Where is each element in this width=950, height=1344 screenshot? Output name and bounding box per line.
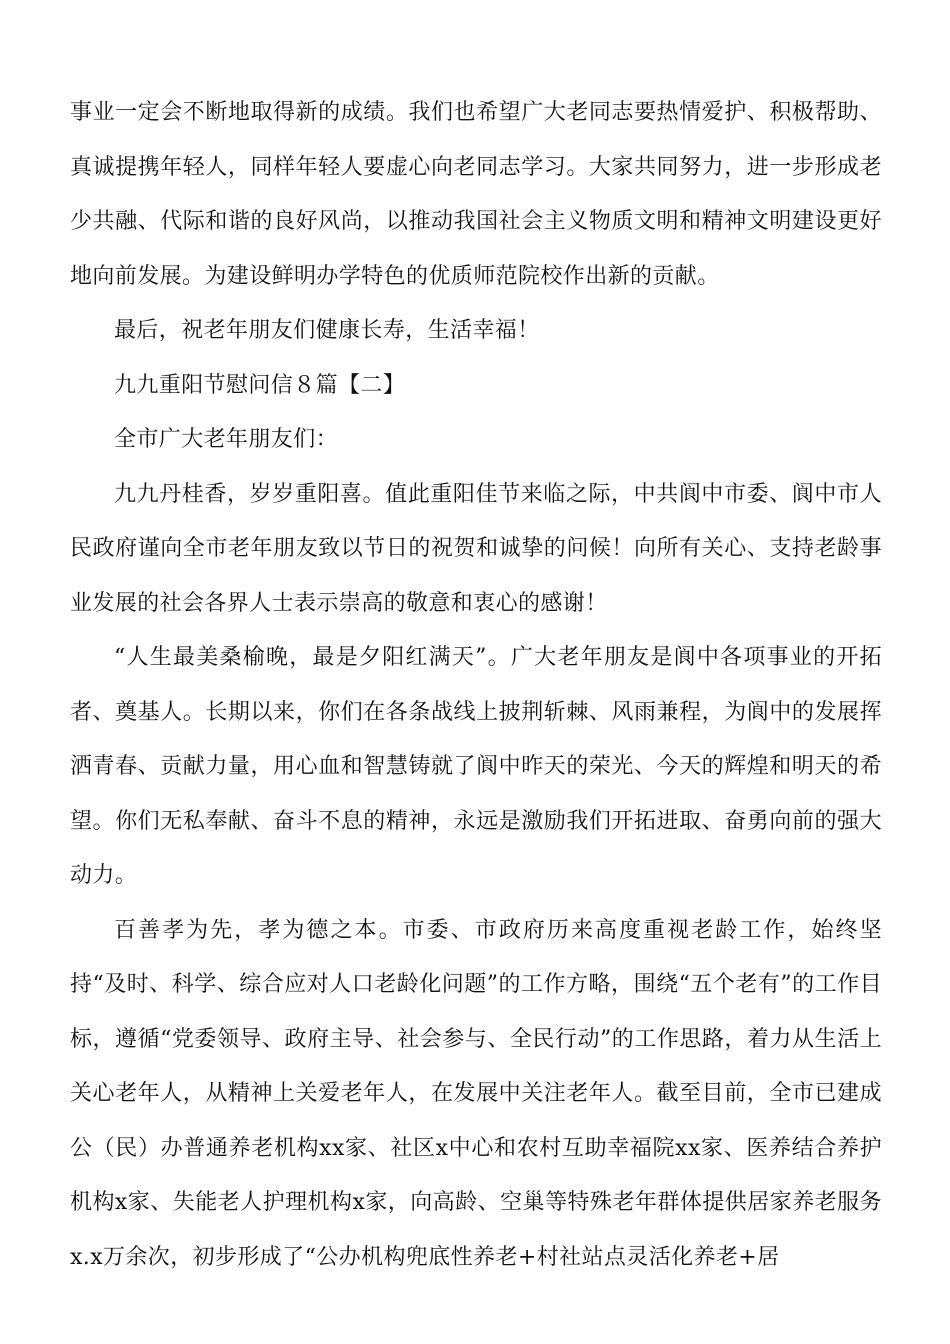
paragraph-work-summary: 百善孝为先，孝为德之本。市委、市政府历来高度重视老龄工作，始终坚持“及时、科学、综合应对人口老龄化问题”的工作方略，围绕“五个老有”的工作目标，遵循“党委领导、政府主导、社会参与、全民行动”的工作思路，着力从生活上关心老年人，从精神上关爱老年人，在发展中关注老年人。截至目前，全市已建成公（民）办普通养老机构xx家、社区x中心和农村互助幸福院xx家、医养结合养护机构x家、失能老人护理机构x家，向高龄、空巢等特殊老年群体提供居家养老服务x.x万余次，初步形成了“公办机构兜底性养老+村社站点灵活化养老+居 xyxy=(70,917,882,1270)
document-body xyxy=(70,86,882,1285)
salutation: 全市广大老年朋友们： xyxy=(114,427,339,452)
paragraph-tribute: “人生最美桑榆晚，最是夕阳红满天”。广大老年朋友是阆中各项事业的开拓者、奠基人。长期以来，你们在各条战线上披荆斩棘、风雨兼程，为阆中的发展挥洒青春、贡献力量，用心血和智慧铸就了阆中昨天的荣光、今天的辉煌和明天的希望。你们无私奉献、奋斗不息的精神，永远是激励我们开拓进取、奋勇向前的强大动力。 xyxy=(70,645,882,888)
section-heading: 九九重阳节慰问信８篇【二】 xyxy=(114,372,406,398)
paragraph-continuation: 事业一定会不断地取得新的成绩。我们也希望广大老同志要热情爱护、积极帮助、真诚提携年轻人，同样年轻人要虚心向老同志学习。大家共同努力，进一步形成老少共融、代际和谐的良好风尚，以推动我国社会主义物质文明和精神文明建设更好地向前发展。为建设鲜明办学特色的优质师范院校作出新的贡献。 xyxy=(70,100,882,289)
paragraph-greeting: 九九丹桂香，岁岁重阳喜。值此重阳佳节来临之际，中共阆中市委、阆中市人民政府谨向全市老年朋友致以节日的祝贺和诚挚的问候！向所有关心、支持老龄事业发展的社会各界人士表示崇高的敬意和衷心的感谢！ xyxy=(70,481,882,616)
paragraph-closing-wish: 最后，祝老年朋友们健康长寿，生活幸福！ xyxy=(114,318,540,343)
